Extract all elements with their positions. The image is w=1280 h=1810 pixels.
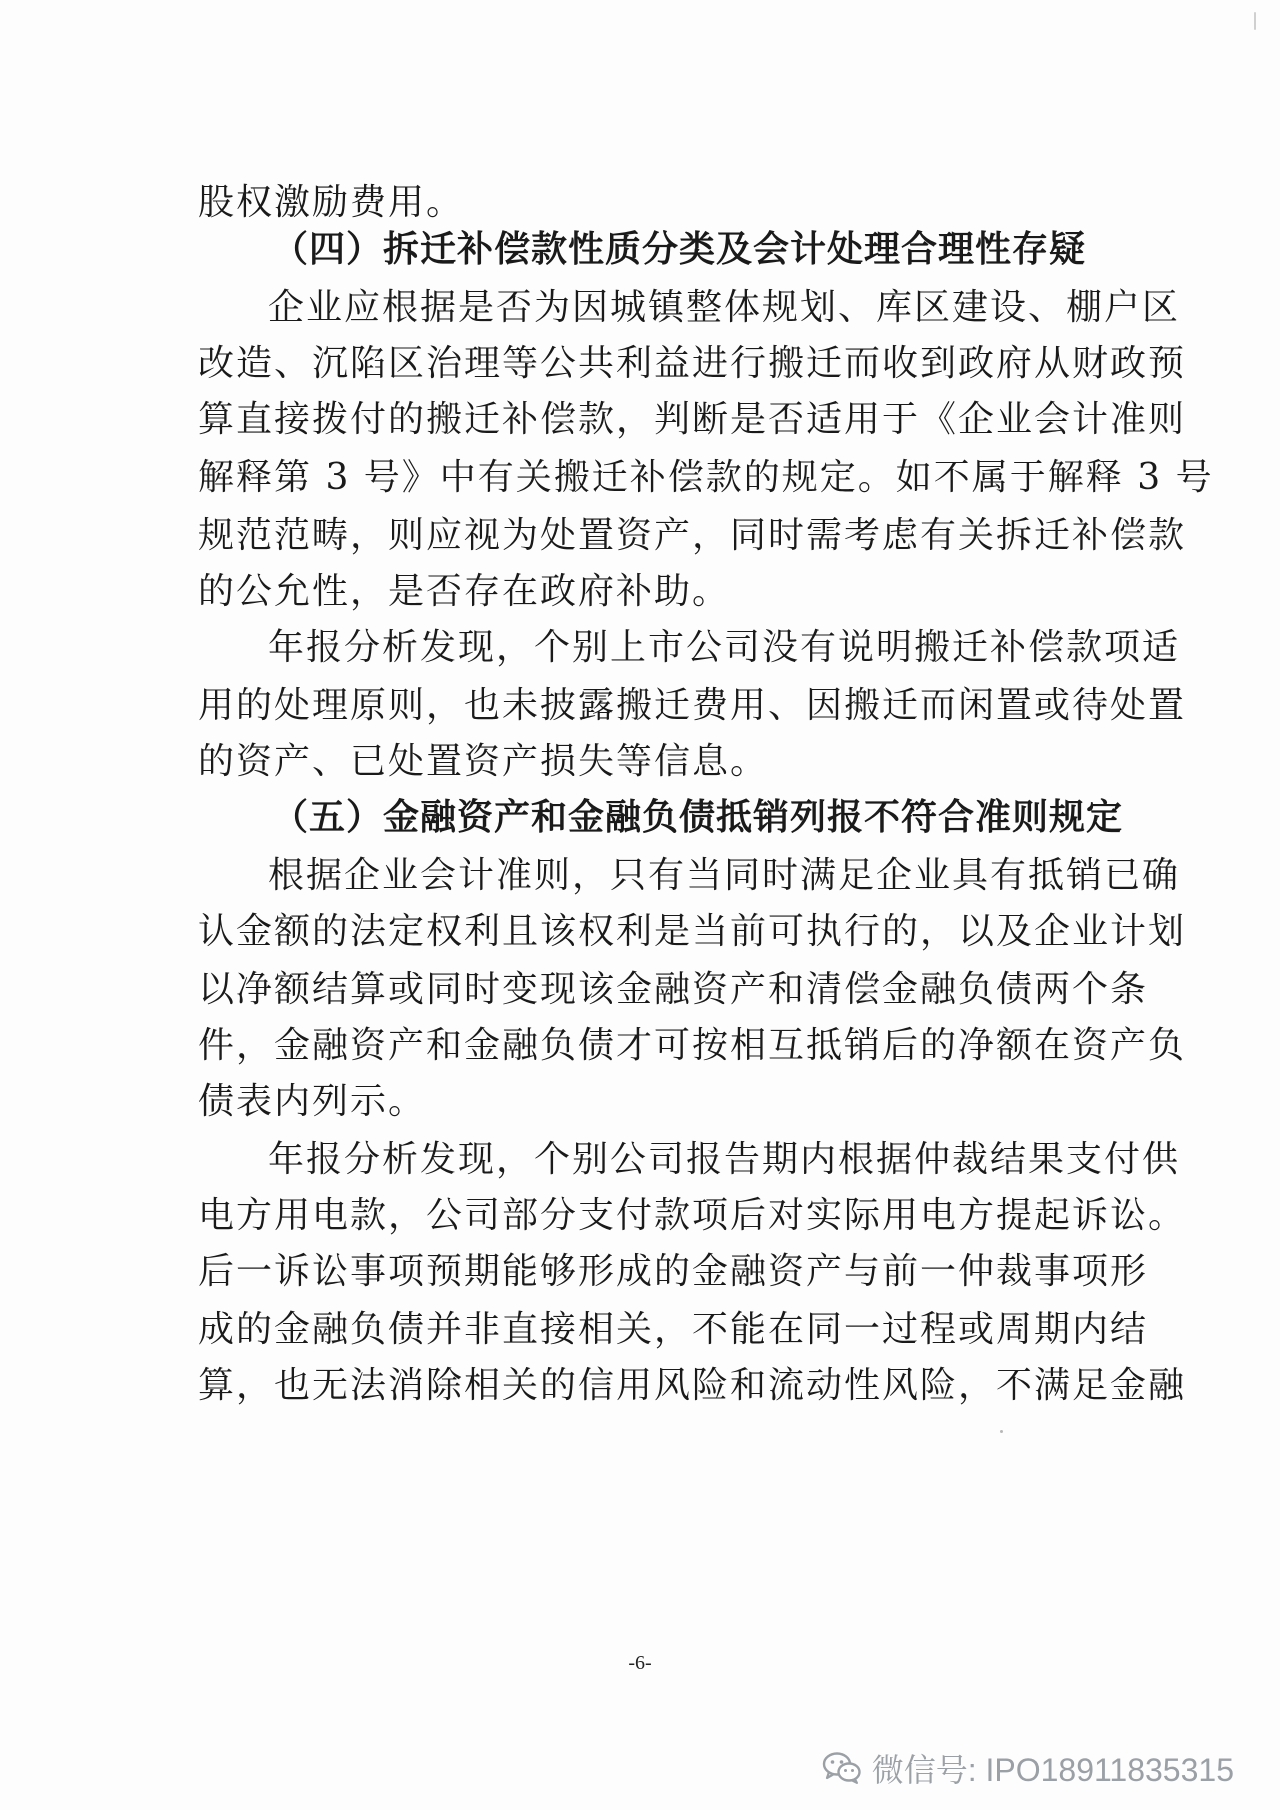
body-line: 规范范畴，则应视为处置资产，同时需考虑有关拆迁补偿款 bbox=[198, 515, 1187, 556]
body-line: 用的处理原则，也未披露搬迁费用、因搬迁而闲置或待处置 bbox=[198, 685, 1187, 726]
body-line: 的公允性，是否存在政府补助。 bbox=[198, 571, 731, 612]
body-line: 件，金融资产和金融负债才可按相互抵销后的净额在资产负 bbox=[198, 1025, 1187, 1066]
body-line: 年报分析发现，个别公司报告期内根据仲裁结果支付供 bbox=[268, 1139, 1181, 1180]
body-line: 电方用电款，公司部分支付款项后对实际用电方提起诉讼。 bbox=[198, 1195, 1187, 1236]
body-line: 改造、沉陷区治理等公共利益进行搬迁而收到政府从财政预 bbox=[198, 343, 1187, 384]
scan-edge-mark bbox=[1254, 12, 1256, 30]
body-line: 以净额结算或同时变现该金融资产和清偿金融负债两个条 bbox=[198, 969, 1149, 1010]
body-line: 根据企业会计准则，只有当同时满足企业具有抵销已确 bbox=[268, 855, 1181, 896]
body-line: 算，也无法消除相关的信用风险和流动性风险，不满足金融 bbox=[198, 1365, 1187, 1406]
body-line: 年报分析发现，个别上市公司没有说明搬迁补偿款项适 bbox=[268, 627, 1181, 668]
watermark-text: 微信号: IPO18911835315 bbox=[871, 1752, 1234, 1788]
page-number: -6- bbox=[628, 1652, 652, 1674]
wechat-watermark bbox=[822, 1748, 1234, 1788]
body-line: 企业应根据是否为因城镇整体规划、库区建设、棚户区 bbox=[268, 287, 1181, 328]
body-line: 解释第 3 号》中有关搬迁补偿款的规定。如不属于解释 3 号 bbox=[198, 457, 1214, 498]
body-line: 股权激励费用。 bbox=[198, 182, 465, 223]
section-heading-4: （四）拆迁补偿款性质分类及会计处理合理性存疑 bbox=[272, 229, 1087, 270]
body-line: 债表内列示。 bbox=[198, 1081, 427, 1122]
wechat-icon bbox=[822, 1751, 862, 1785]
scan-speck bbox=[1000, 1430, 1003, 1433]
body-line: 成的金融负债并非直接相关，不能在同一过程或周期内结 bbox=[198, 1309, 1149, 1350]
body-line: 认金额的法定权利且该权利是当前可执行的，以及企业计划 bbox=[198, 911, 1187, 952]
body-line: 的资产、已处置资产损失等信息。 bbox=[198, 741, 769, 782]
body-line: 后一诉讼事项预期能够形成的金融资产与前一仲裁事项形 bbox=[198, 1251, 1149, 1292]
section-heading-5: （五）金融资产和金融负债抵销列报不符合准则规定 bbox=[272, 797, 1124, 838]
body-line: 算直接拨付的搬迁补偿款，判断是否适用于《企业会计准则 bbox=[198, 399, 1187, 440]
